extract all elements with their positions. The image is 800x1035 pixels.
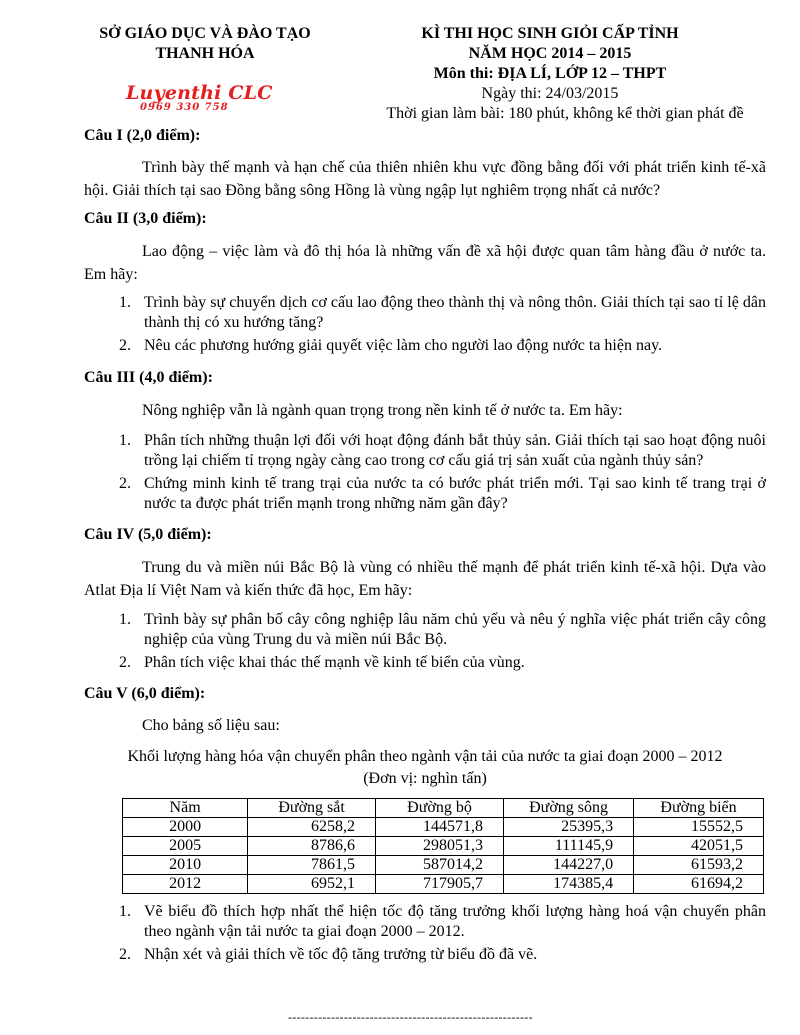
question-2-intro: Lao động – việc làm và đô thị hóa là những vấn đề xã hội được quan tâm hàng đầu ở nước ta. Em hãy: bbox=[84, 243, 766, 283]
exam-date: Ngày thi: 24/03/2015 bbox=[481, 85, 619, 102]
list-item: 1. Vẽ biểu đồ thích hợp nhất thể hiện tốc độ tăng trưởng khối lượng hàng hoá vận chuyển phân theo ngành vận tải nước ta giai đoạn 2000 – 2012. bbox=[119, 903, 766, 940]
table-cell: 2005 bbox=[123, 837, 248, 856]
logo-phone: 0969 330 758 bbox=[140, 102, 229, 113]
table-cell: 42051,5 bbox=[634, 837, 764, 856]
question-1-title: Câu I (2,0 điểm): bbox=[84, 127, 201, 144]
question-1-text: Trình bày thế mạnh và hạn chế của thiên nhiên khu vực đồng bằng đối với phát triển kinh tế-xã hội. Giải thích tại sao Đồng bằng sông Hồng là vùng ngập lụt nghiêm trọng nhất cả nước? bbox=[84, 159, 766, 199]
column-header-year: Năm bbox=[123, 799, 248, 818]
question-3-intro: Nông nghiệp vẫn là ngành quan trọng trong nền kinh tế ở nước ta. Em hãy: bbox=[142, 402, 623, 419]
header-right bbox=[340, 24, 760, 124]
table-cell: 111145,9 bbox=[504, 837, 634, 856]
table-cell: 8786,6 bbox=[248, 837, 376, 856]
table-cell: 25395,3 bbox=[504, 818, 634, 837]
table-cell: 7861,5 bbox=[248, 856, 376, 875]
table-title: Khối lượng hàng hóa vận chuyển phân theo ngành vận tải của nước ta giai đoạn 2000 – 2012 bbox=[127, 748, 723, 765]
school-year: NĂM HỌC 2014 – 2015 bbox=[468, 45, 632, 62]
table-cell: 6952,1 bbox=[248, 875, 376, 894]
table-row bbox=[123, 856, 764, 875]
table-cell: 6258,2 bbox=[248, 818, 376, 837]
question-4-intro: Trung du và miền núi Bắc Bộ là vùng có nhiều thế mạnh để phát triển kinh tế-xã hội. Dựa vào Atlat Địa lí Việt Nam và kiến thức đã học, Em hãy: bbox=[84, 559, 766, 599]
freight-table bbox=[122, 798, 764, 894]
table-cell: 717905,7 bbox=[375, 875, 503, 894]
question-3-list bbox=[84, 431, 766, 517]
table-cell: 2012 bbox=[123, 875, 248, 894]
question-5-list bbox=[84, 902, 766, 968]
table-cell: 298051,3 bbox=[375, 837, 503, 856]
table-caption bbox=[84, 746, 766, 790]
table-row bbox=[123, 837, 764, 856]
footer-separator: --------------------------------------------------------- bbox=[288, 1010, 533, 1024]
table-cell: 144571,8 bbox=[375, 818, 503, 837]
question-5-title: Câu V (6,0 điểm): bbox=[84, 685, 206, 702]
logo-name: Luyenthi CLC bbox=[126, 82, 273, 104]
exam-title: KÌ THI HỌC SINH GIỎI CẤP TỈNH bbox=[421, 25, 679, 42]
list-item: 1. Trình bày sự chuyển dịch cơ cấu lao động theo thành thị và nông thôn. Giải thích tại sao tỉ lệ dân thành thị có xu hướng tăng? bbox=[119, 294, 766, 331]
list-item: 2. Nêu các phương hướng giải quyết việc làm cho người lao động nước ta hiện nay. bbox=[119, 337, 663, 354]
table-header-row bbox=[123, 799, 764, 818]
question-4-list bbox=[84, 610, 766, 676]
question-4-title: Câu IV (5,0 điểm): bbox=[84, 526, 212, 543]
exam-duration: Thời gian làm bài: 180 phút, không kể thời gian phát đề bbox=[386, 105, 744, 122]
column-header-road: Đường bộ bbox=[375, 799, 503, 818]
table-cell: 15552,5 bbox=[634, 818, 764, 837]
table-cell: 2000 bbox=[123, 818, 248, 837]
question-2-list bbox=[84, 293, 766, 359]
list-item: 1. Phân tích những thuận lợi đối với hoạt động đánh bắt thủy sản. Giải thích tại sao hoạt động nuôi trồng lại chiếm tỉ trọng ngày càng cao trong cơ cấu giá trị sản xuất của ngành thủy sản? bbox=[119, 432, 766, 469]
list-item: 1. Trình bày sự phân bố cây công nghiệp lâu năm chủ yếu và nêu ý nghĩa việc phát triển cây công nghiệp của vùng Trung du và miền núi Bắc Bộ. bbox=[119, 611, 766, 648]
table-cell: 587014,2 bbox=[375, 856, 503, 875]
table-cell: 144227,0 bbox=[504, 856, 634, 875]
table-cell: 2010 bbox=[123, 856, 248, 875]
table-row bbox=[123, 818, 764, 837]
column-header-rail: Đường sắt bbox=[248, 799, 376, 818]
question-2-title: Câu II (3,0 điểm): bbox=[84, 210, 207, 227]
luyenthi-logo bbox=[126, 84, 276, 114]
table-cell: 61593,2 bbox=[634, 856, 764, 875]
table-cell: 174385,4 bbox=[504, 875, 634, 894]
list-item: 2. Nhận xét và giải thích về tốc độ tăng trưởng từ biểu đồ đã vẽ. bbox=[119, 946, 538, 963]
list-item: 2. Phân tích việc khai thác thế mạnh về kinh tế biển của vùng. bbox=[119, 654, 525, 671]
question-3-title: Câu III (4,0 điểm): bbox=[84, 369, 213, 386]
header-left bbox=[70, 24, 340, 64]
table-cell: 61694,2 bbox=[634, 875, 764, 894]
table-unit: (Đơn vị: nghìn tấn) bbox=[363, 770, 487, 787]
column-header-sea: Đường biển bbox=[634, 799, 764, 818]
question-5-intro: Cho bảng số liệu sau: bbox=[142, 717, 280, 734]
department-name: SỞ GIÁO DỤC VÀ ĐÀO TẠO bbox=[99, 25, 311, 42]
list-item: 2. Chứng minh kinh tế trang trại của nước ta có bước phát triển mới. Tại sao kinh tế trang trại ở nước ta được phát triển mạnh trong những năm gần đây? bbox=[119, 475, 766, 512]
column-header-river: Đường sông bbox=[504, 799, 634, 818]
province-name: THANH HÓA bbox=[155, 45, 255, 62]
table-row bbox=[123, 875, 764, 894]
subject: Môn thi: ĐỊA LÍ, LỚP 12 – THPT bbox=[433, 65, 667, 82]
